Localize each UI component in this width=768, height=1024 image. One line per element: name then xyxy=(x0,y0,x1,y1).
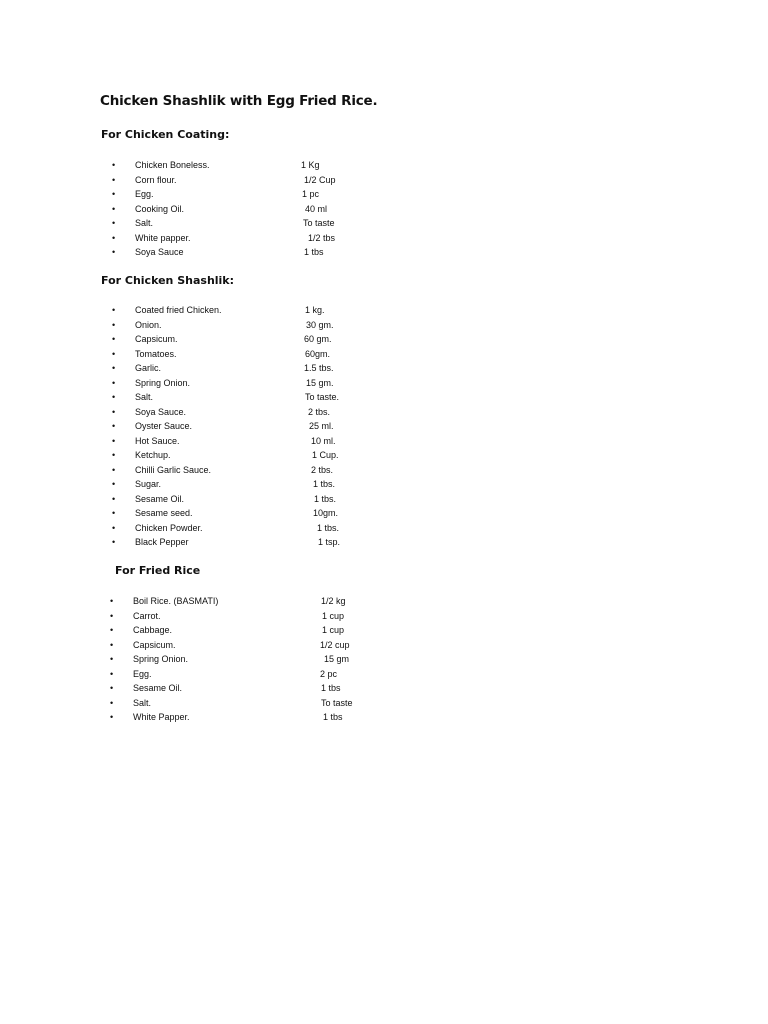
ingredient-name: Chilli Garlic Sauce. xyxy=(135,464,212,475)
bullet-icon: • xyxy=(112,479,116,489)
ingredient-quantity: 60 gm. xyxy=(304,334,332,344)
ingredient-quantity: 1 tbs. xyxy=(314,493,337,504)
ingredient-item xyxy=(110,652,410,667)
ingredient-quantity: 15 gm. xyxy=(306,377,334,388)
ingredient-quantity: 2 tbs. xyxy=(311,464,334,475)
ingredient-quantity: 1 Cup. xyxy=(312,450,339,460)
bullet-icon: • xyxy=(110,683,114,693)
ingredient-name: White papper. xyxy=(135,232,191,243)
bullet-icon: • xyxy=(112,508,116,518)
ingredient-name: Spring Onion. xyxy=(135,377,191,388)
ingredient-name: Black Pepper xyxy=(135,537,189,547)
ingredient-quantity: 25 ml. xyxy=(309,421,334,431)
ingredient-list-chicken-shashlik xyxy=(112,303,412,550)
bullet-icon: • xyxy=(110,668,114,679)
ingredient-quantity: 1 tbs. xyxy=(317,522,340,533)
bullet-icon: • xyxy=(112,348,116,359)
ingredient-name: Salt. xyxy=(133,697,152,708)
bullet-icon: • xyxy=(110,625,114,635)
ingredient-item xyxy=(112,303,412,318)
ingredient-item xyxy=(112,187,412,202)
ingredient-name: Onion. xyxy=(135,319,162,330)
ingredient-name: Egg. xyxy=(133,668,152,679)
ingredient-name: Garlic. xyxy=(135,363,162,373)
ingredient-quantity: To taste xyxy=(321,697,353,708)
ingredient-item xyxy=(112,347,412,362)
ingredient-quantity: 1 pc xyxy=(302,189,320,199)
ingredient-item xyxy=(112,477,412,492)
ingredient-item xyxy=(112,463,412,478)
ingredient-item xyxy=(112,419,412,434)
bullet-icon: • xyxy=(112,493,116,504)
ingredient-quantity: 30 gm. xyxy=(306,319,334,330)
bullet-icon: • xyxy=(110,639,114,650)
ingredient-item xyxy=(110,594,410,609)
bullet-icon: • xyxy=(112,392,116,402)
ingredient-quantity: 1/2 Cup xyxy=(304,174,336,185)
ingredient-item xyxy=(112,332,412,347)
ingredient-item xyxy=(112,158,412,173)
ingredient-quantity: 1 tsp. xyxy=(318,537,341,547)
bullet-icon: • xyxy=(112,537,116,547)
ingredient-name: Hot Sauce. xyxy=(135,435,180,446)
ingredient-quantity: 1 tbs. xyxy=(313,479,336,489)
section-heading-chicken-coating: For Chicken Coating: xyxy=(101,128,230,141)
ingredient-item xyxy=(110,696,410,711)
ingredient-quantity: 1 Kg xyxy=(301,160,320,170)
ingredient-item xyxy=(112,506,412,521)
ingredient-quantity: To taste xyxy=(303,218,335,228)
ingredient-quantity: 1 tbs xyxy=(321,683,341,693)
bullet-icon: • xyxy=(110,654,114,664)
ingredient-quantity: 60gm. xyxy=(305,348,331,359)
ingredient-name: Cooking Oil. xyxy=(135,203,185,214)
ingredient-item xyxy=(112,318,412,333)
ingredient-quantity: 2 pc xyxy=(320,668,338,679)
ingredient-item xyxy=(112,231,412,246)
ingredient-item xyxy=(110,609,410,624)
section-heading-chicken-shashlik: For Chicken Shashlik: xyxy=(101,274,235,287)
ingredient-name: Egg. xyxy=(135,189,154,199)
ingredient-name: Sesame Oil. xyxy=(133,683,183,693)
ingredient-item xyxy=(112,202,412,217)
bullet-icon: • xyxy=(112,522,116,533)
ingredient-item xyxy=(112,376,412,391)
section-heading-fried-rice: For Fried Rice xyxy=(115,564,201,577)
bullet-icon: • xyxy=(112,189,116,199)
ingredient-quantity: 15 gm xyxy=(324,654,350,664)
bullet-icon: • xyxy=(112,305,116,315)
ingredient-quantity: 1/2 kg xyxy=(321,596,346,606)
bullet-icon: • xyxy=(110,596,114,606)
ingredient-name: Corn flour. xyxy=(135,174,177,185)
ingredient-quantity: 1.5 tbs. xyxy=(304,363,334,373)
ingredient-item xyxy=(110,623,410,638)
ingredient-item xyxy=(112,245,412,260)
bullet-icon: • xyxy=(112,160,116,170)
ingredient-name: Chicken Boneless. xyxy=(135,160,210,170)
bullet-icon: • xyxy=(112,450,116,460)
ingredient-name: Soya Sauce xyxy=(135,247,184,257)
ingredient-name: Sesame seed. xyxy=(135,508,193,518)
bullet-icon: • xyxy=(112,203,116,214)
bullet-icon: • xyxy=(112,334,116,344)
ingredient-item xyxy=(112,448,412,463)
bullet-icon: • xyxy=(110,697,114,708)
ingredient-name: Sugar. xyxy=(135,479,162,489)
ingredient-quantity: 10 ml. xyxy=(311,435,336,446)
ingredient-quantity: 1 cup xyxy=(322,610,345,621)
bullet-icon: • xyxy=(112,377,116,388)
ingredient-name: Oyster Sauce. xyxy=(135,421,193,431)
ingredient-item xyxy=(112,361,412,376)
ingredient-list-fried-rice xyxy=(110,594,410,725)
ingredient-name: Salt. xyxy=(135,392,154,402)
ingredient-quantity: To taste. xyxy=(305,392,340,402)
ingredient-name: Spring Onion. xyxy=(133,654,189,664)
ingredient-quantity: 1 tbs xyxy=(323,712,343,722)
ingredient-name: Salt. xyxy=(135,218,154,228)
ingredient-item xyxy=(112,521,412,536)
ingredient-item xyxy=(110,710,410,725)
ingredient-quantity: 1 cup xyxy=(322,625,345,635)
bullet-icon: • xyxy=(112,218,116,228)
ingredient-name: Coated fried Chicken. xyxy=(135,305,222,315)
ingredient-item xyxy=(112,405,412,420)
ingredient-name: Soya Sauce. xyxy=(135,406,187,417)
ingredient-item xyxy=(112,434,412,449)
bullet-icon: • xyxy=(110,712,114,722)
ingredient-item xyxy=(112,535,412,550)
ingredient-quantity: 1 kg. xyxy=(305,305,325,315)
bullet-icon: • xyxy=(112,421,116,431)
ingredient-item xyxy=(110,681,410,696)
ingredient-item xyxy=(112,390,412,405)
ingredient-name: Capsicum. xyxy=(133,639,176,650)
bullet-icon: • xyxy=(112,363,116,373)
ingredient-name: Sesame Oil. xyxy=(135,493,185,504)
ingredient-item xyxy=(112,173,412,188)
ingredient-quantity: 10gm. xyxy=(313,508,339,518)
ingredient-quantity: 1/2 tbs xyxy=(308,232,336,243)
ingredient-quantity: 1/2 cup xyxy=(320,639,350,650)
bullet-icon: • xyxy=(112,174,116,185)
ingredient-name: Cabbage. xyxy=(133,625,173,635)
ingredient-name: Tomatoes. xyxy=(135,348,177,359)
bullet-icon: • xyxy=(112,464,116,475)
bullet-icon: • xyxy=(112,319,116,330)
ingredient-quantity: 40 ml xyxy=(305,203,328,214)
bullet-icon: • xyxy=(112,247,116,257)
ingredient-name: Chicken Powder. xyxy=(135,522,203,533)
ingredient-item xyxy=(112,216,412,231)
ingredient-item xyxy=(110,638,410,653)
ingredient-item xyxy=(112,492,412,507)
ingredient-quantity: 2 tbs. xyxy=(308,406,331,417)
bullet-icon: • xyxy=(112,435,116,446)
ingredient-list-chicken-coating xyxy=(112,158,412,260)
ingredient-name: Capsicum. xyxy=(135,334,178,344)
bullet-icon: • xyxy=(112,232,116,243)
ingredient-name: Ketchup. xyxy=(135,450,171,460)
bullet-icon: • xyxy=(112,406,116,417)
bullet-icon: • xyxy=(110,610,114,621)
ingredient-quantity: 1 tbs xyxy=(304,247,324,257)
ingredient-item xyxy=(110,667,410,682)
recipe-title: Chicken Shashlik with Egg Fried Rice. xyxy=(100,93,378,109)
ingredient-name: Carrot. xyxy=(133,610,161,621)
ingredient-name: Boil Rice. (BASMATI) xyxy=(133,596,219,606)
ingredient-name: White Papper. xyxy=(133,712,190,722)
